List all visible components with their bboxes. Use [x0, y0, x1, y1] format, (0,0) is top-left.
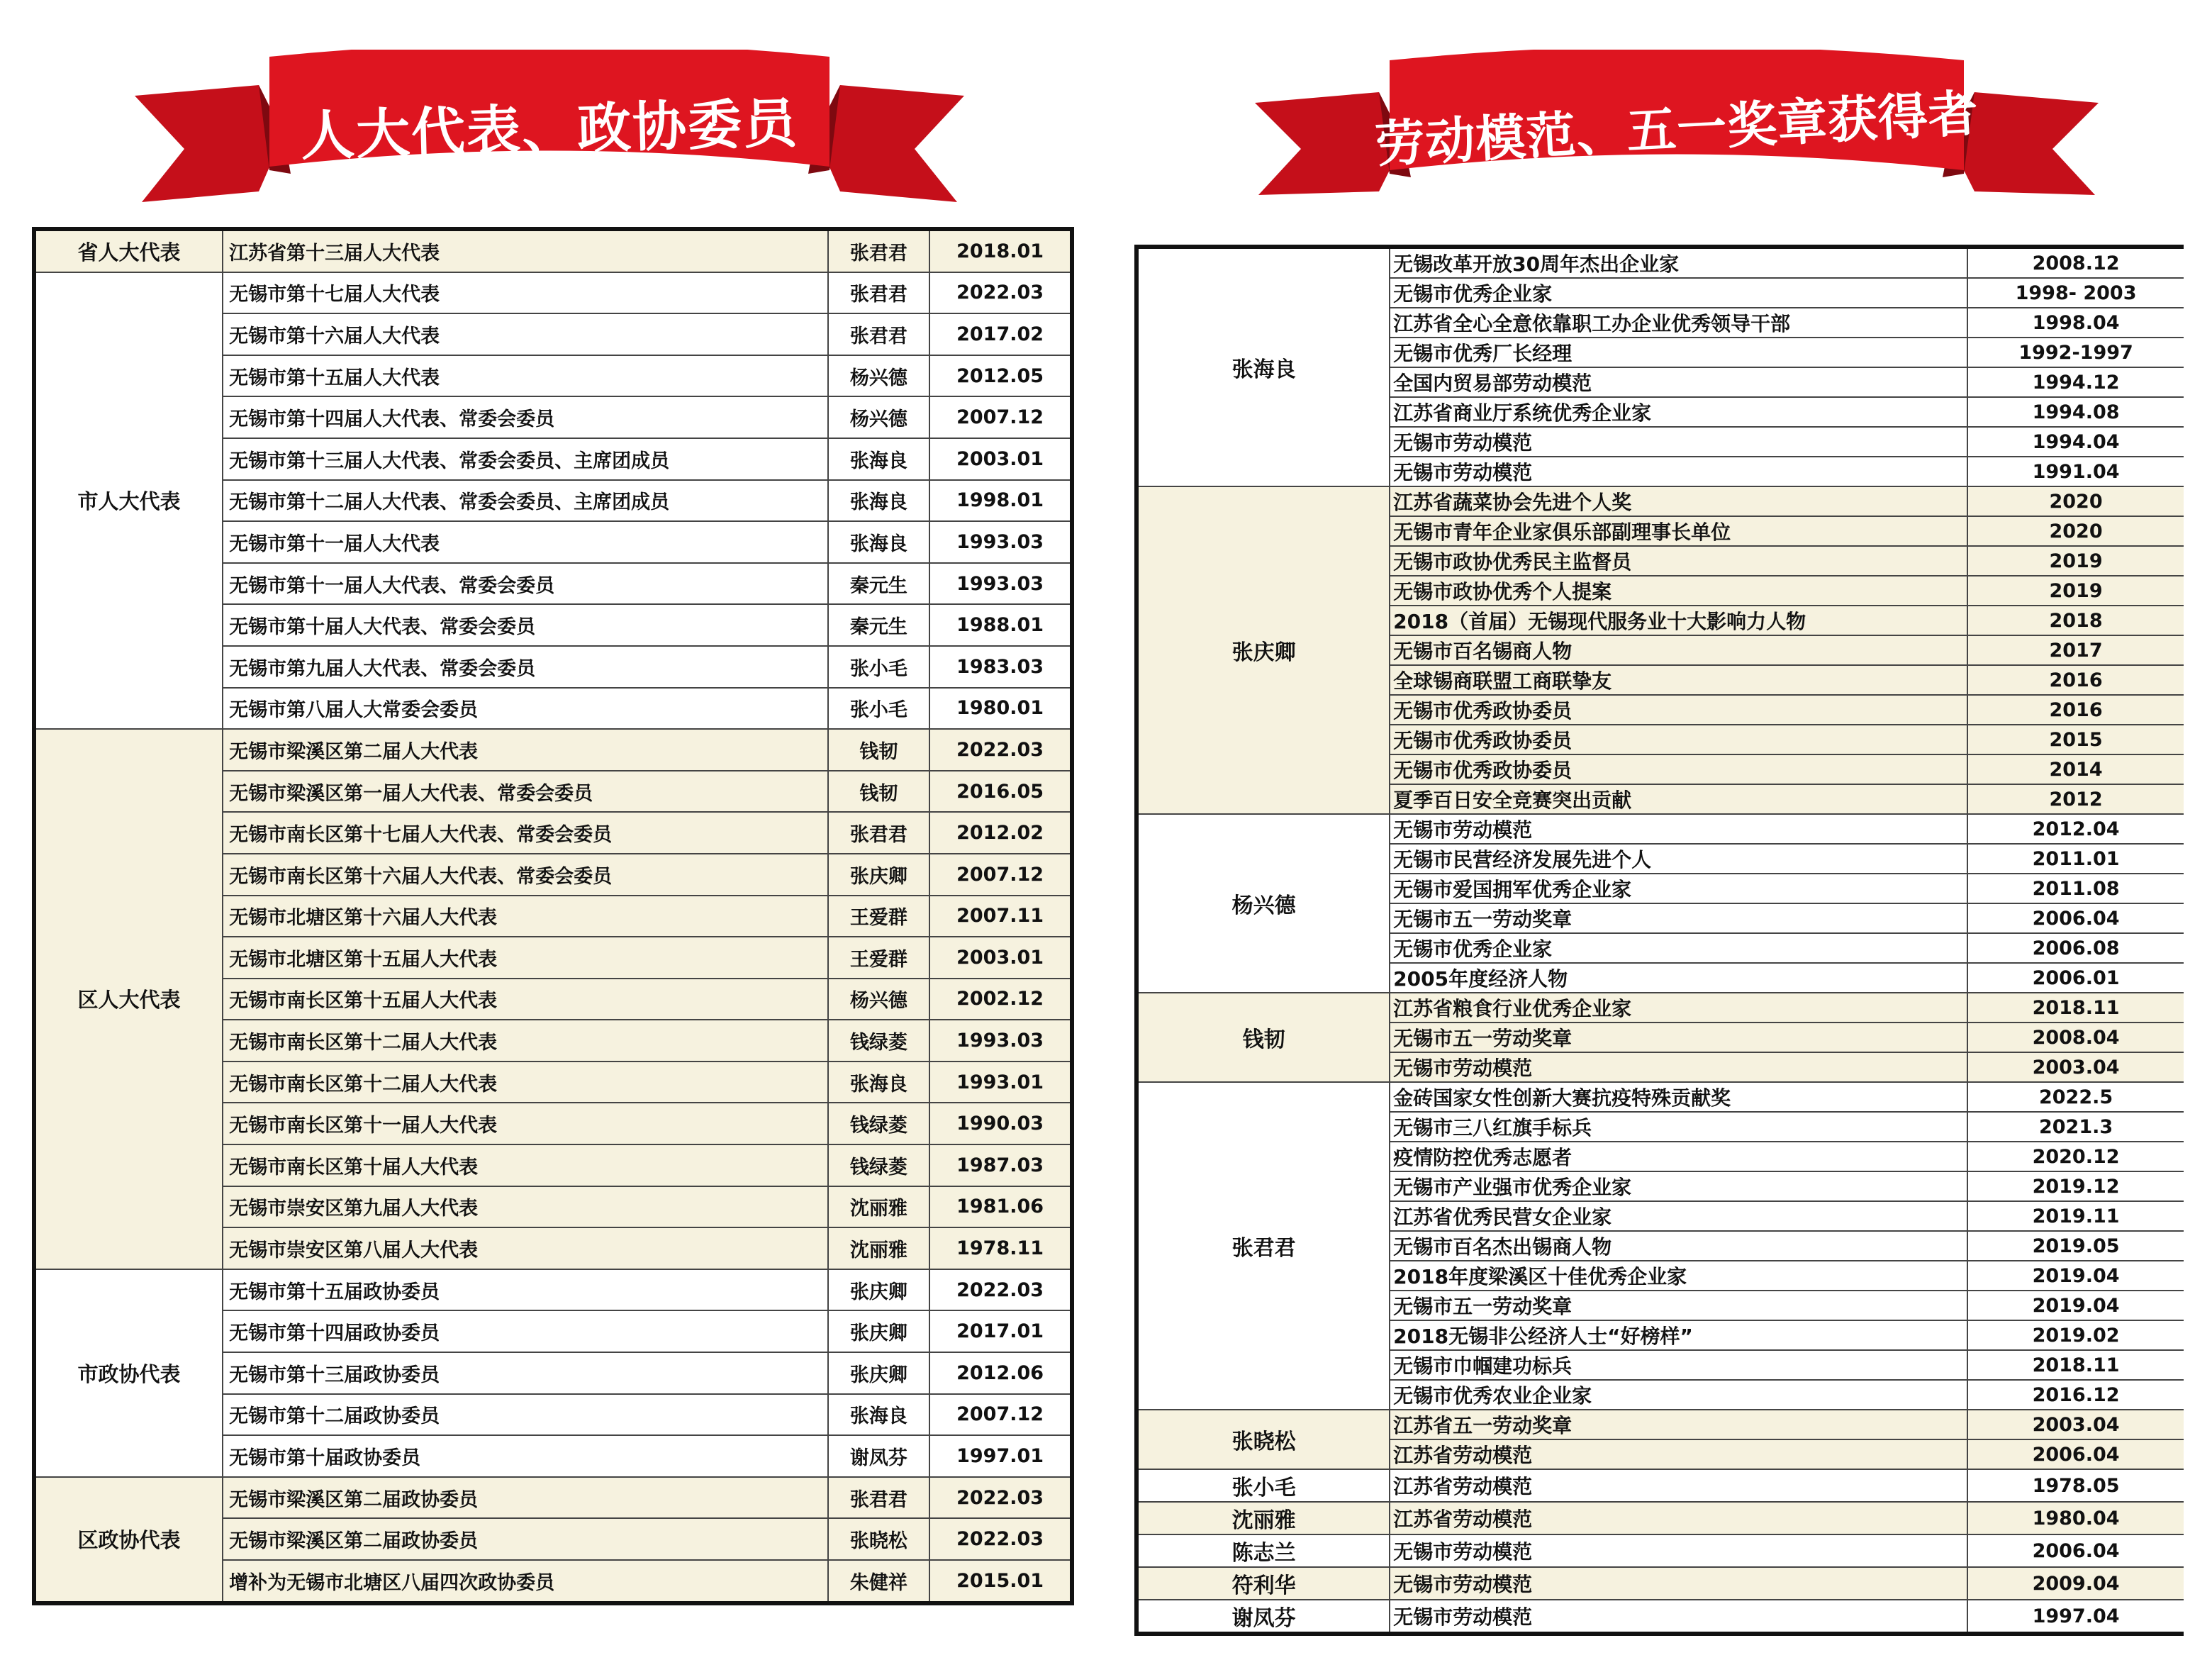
person-name-cell: 朱健祥 [828, 1560, 930, 1603]
award-title-cell: 无锡市优秀企业家 [1390, 278, 1967, 308]
awardee-name-cell: 张海良 [1136, 247, 1390, 486]
award-title-cell: 无锡市五一劳动奖章 [1390, 903, 1967, 933]
table-row [1136, 1082, 2184, 1112]
table-row [1136, 1534, 2184, 1567]
position-title-cell: 增补为无锡市北塘区八届四次政协委员 [223, 1560, 827, 1603]
banner-right [1241, 50, 2113, 206]
date-cell: 1994.04 [1967, 427, 2184, 457]
date-cell: 2022.03 [929, 1518, 1072, 1560]
date-cell: 2022.03 [929, 729, 1072, 771]
person-name-cell: 张庆卿 [828, 854, 930, 896]
position-title-cell: 无锡市第九届人大代表、常委会委员 [223, 646, 827, 688]
award-title-cell: 无锡市产业强市优秀企业家 [1390, 1171, 1967, 1201]
person-name-cell: 张海良 [828, 438, 930, 480]
date-cell: 2015.01 [929, 1560, 1072, 1603]
person-name-cell: 王爱群 [828, 896, 930, 937]
date-cell: 1998.01 [929, 480, 1072, 522]
date-cell: 2016 [1967, 665, 2184, 695]
date-cell: 2016.05 [929, 771, 1072, 813]
date-cell: 2019.11 [1967, 1201, 2184, 1231]
award-title-cell: 无锡市三八红旗手标兵 [1390, 1112, 1967, 1142]
date-cell: 2011.08 [1967, 874, 2184, 903]
date-cell: 2012.02 [929, 812, 1072, 854]
person-name-cell: 谢凤芬 [828, 1435, 930, 1477]
table-row [34, 1269, 1072, 1311]
date-cell: 1993.01 [929, 1062, 1072, 1103]
person-name-cell: 沈丽雅 [828, 1186, 930, 1228]
person-name-cell: 张君君 [828, 313, 930, 355]
award-title-cell: 江苏省商业厅系统优秀企业家 [1390, 397, 1967, 427]
date-cell: 2020.12 [1967, 1142, 2184, 1171]
position-title-cell: 无锡市梁溪区第一届人大代表、常委会委员 [223, 771, 827, 813]
table-row [34, 229, 1072, 272]
date-cell: 1993.03 [929, 1020, 1072, 1062]
position-title-cell: 江苏省第十三届人大代表 [223, 229, 827, 272]
table-row [34, 1477, 1072, 1519]
date-cell: 2015 [1967, 725, 2184, 754]
person-name-cell: 钱绿菱 [828, 1103, 930, 1144]
position-title-cell: 无锡市第十一届人大代表、常委会委员 [223, 563, 827, 605]
person-name-cell: 张海良 [828, 480, 930, 522]
date-cell: 1992-1997 [1967, 338, 2184, 367]
person-name-cell: 张晓松 [828, 1518, 930, 1560]
date-cell: 2017 [1967, 635, 2184, 665]
person-name-cell: 秦元生 [828, 563, 930, 605]
banner-left [121, 50, 978, 206]
date-cell: 2016 [1967, 695, 2184, 725]
category-cell: 区政协代表 [34, 1477, 223, 1603]
awardee-name-cell: 谢凤芬 [1136, 1600, 1390, 1634]
position-title-cell: 无锡市南长区第十六届人大代表、常委会委员 [223, 854, 827, 896]
award-title-cell: 无锡市五一劳动奖章 [1390, 1291, 1967, 1320]
category-cell: 区人大代表 [34, 729, 223, 1269]
date-cell: 2007.11 [929, 896, 1072, 937]
award-title-cell: 无锡市五一劳动奖章 [1390, 1023, 1967, 1052]
position-title-cell: 无锡市北塘区第十六届人大代表 [223, 896, 827, 937]
date-cell: 2003.04 [1967, 1052, 2184, 1082]
date-cell: 2017.01 [929, 1310, 1072, 1352]
category-cell: 市人大代表 [34, 272, 223, 730]
award-title-cell: 夏季百日安全竞赛突出贡献 [1390, 784, 1967, 814]
person-name-cell: 张君君 [828, 1477, 930, 1519]
awardee-name-cell: 沈丽雅 [1136, 1502, 1390, 1534]
date-cell: 2006.04 [1967, 903, 2184, 933]
person-name-cell: 张庆卿 [828, 1269, 930, 1311]
award-title-cell: 无锡市民营经济发展先进个人 [1390, 844, 1967, 874]
award-title-cell: 无锡市青年企业家俱乐部副理事长单位 [1390, 516, 1967, 546]
date-cell: 2018.01 [929, 229, 1072, 272]
award-title-cell: 无锡市优秀企业家 [1390, 933, 1967, 963]
position-title-cell: 无锡市南长区第十二届人大代表 [223, 1062, 827, 1103]
date-cell: 2018.11 [1967, 993, 2184, 1023]
table-row [1136, 814, 2184, 844]
award-title-cell: 无锡市劳动模范 [1390, 1534, 1967, 1567]
table-row [1136, 1469, 2184, 1502]
award-title-cell: 无锡市优秀政协委员 [1390, 754, 1967, 784]
table-row [1136, 993, 2184, 1023]
table-row [1136, 1567, 2184, 1600]
table-row [1136, 1600, 2184, 1634]
awards-table [1134, 245, 2184, 1636]
award-title-cell: 全国内贸易部劳动模范 [1390, 367, 1967, 397]
awardee-name-cell: 张君君 [1136, 1082, 1390, 1410]
date-cell: 1987.03 [929, 1144, 1072, 1186]
date-cell: 2006.04 [1967, 1534, 2184, 1567]
award-title-cell: 2018无锡非公经济人士“好榜样” [1390, 1320, 1967, 1350]
person-name-cell: 钱韧 [828, 729, 930, 771]
position-title-cell: 无锡市崇安区第九届人大代表 [223, 1186, 827, 1228]
award-title-cell: 江苏省五一劳动奖章 [1390, 1410, 1967, 1439]
date-cell: 2009.04 [1967, 1567, 2184, 1600]
person-name-cell: 杨兴德 [828, 396, 930, 438]
position-title-cell: 无锡市第十一届人大代表 [223, 521, 827, 563]
date-cell: 2021.3 [1967, 1112, 2184, 1142]
position-title-cell: 无锡市南长区第十二届人大代表 [223, 1020, 827, 1062]
date-cell: 1997.04 [1967, 1600, 2184, 1634]
date-cell: 2016.12 [1967, 1380, 2184, 1410]
awardee-name-cell: 张晓松 [1136, 1410, 1390, 1469]
awardee-name-cell: 符利华 [1136, 1567, 1390, 1600]
date-cell: 1978.11 [929, 1227, 1072, 1269]
date-cell: 2019 [1967, 576, 2184, 606]
date-cell: 2022.03 [929, 1269, 1072, 1311]
date-cell: 2003.01 [929, 937, 1072, 979]
award-title-cell: 无锡市百名锡商人物 [1390, 635, 1967, 665]
award-title-cell: 无锡市劳动模范 [1390, 427, 1967, 457]
person-name-cell: 沈丽雅 [828, 1227, 930, 1269]
position-title-cell: 无锡市第十五届政协委员 [223, 1269, 827, 1311]
date-cell: 2011.01 [1967, 844, 2184, 874]
date-cell: 2019.12 [1967, 1171, 2184, 1201]
position-title-cell: 无锡市南长区第十一届人大代表 [223, 1103, 827, 1144]
date-cell: 1994.08 [1967, 397, 2184, 427]
award-title-cell: 无锡市劳动模范 [1390, 1052, 1967, 1082]
date-cell: 2022.5 [1967, 1082, 2184, 1112]
date-cell: 2003.04 [1967, 1410, 2184, 1439]
award-title-cell: 无锡市劳动模范 [1390, 1567, 1967, 1600]
person-name-cell: 张君君 [828, 229, 930, 272]
position-title-cell: 无锡市南长区第十七届人大代表、常委会委员 [223, 812, 827, 854]
date-cell: 2020 [1967, 486, 2184, 516]
award-title-cell: 无锡市百名杰出锡商人物 [1390, 1231, 1967, 1261]
position-title-cell: 无锡市梁溪区第二届政协委员 [223, 1477, 827, 1519]
award-title-cell: 无锡改革开放30周年杰出企业家 [1390, 247, 1967, 278]
date-cell: 1993.03 [929, 563, 1072, 605]
person-name-cell: 钱绿菱 [828, 1020, 930, 1062]
person-name-cell: 张庆卿 [828, 1310, 930, 1352]
date-cell: 2017.02 [929, 313, 1072, 355]
award-title-cell: 无锡市巾帼建功标兵 [1390, 1350, 1967, 1380]
awardee-name-cell: 钱韧 [1136, 993, 1390, 1082]
date-cell: 2002.12 [929, 979, 1072, 1020]
award-title-cell: 无锡市劳动模范 [1390, 1600, 1967, 1634]
award-title-cell: 江苏省劳动模范 [1390, 1439, 1967, 1469]
table-row [34, 272, 1072, 314]
date-cell: 1997.01 [929, 1435, 1072, 1477]
date-cell: 2007.12 [929, 1394, 1072, 1436]
date-cell: 2014 [1967, 754, 2184, 784]
position-title-cell: 无锡市第十二届人大代表、常委会委员、主席团成员 [223, 480, 827, 522]
date-cell: 2019.05 [1967, 1231, 2184, 1261]
date-cell: 2006.01 [1967, 963, 2184, 993]
date-cell: 1988.01 [929, 604, 1072, 646]
position-title-cell: 无锡市第十三届人大代表、常委会委员、主席团成员 [223, 438, 827, 480]
award-title-cell: 无锡市劳动模范 [1390, 457, 1967, 486]
award-title-cell: 无锡市优秀政协委员 [1390, 695, 1967, 725]
position-title-cell: 无锡市第十四届人大代表、常委会委员 [223, 396, 827, 438]
award-title-cell: 无锡市优秀政协委员 [1390, 725, 1967, 754]
award-title-cell: 江苏省优秀民营女企业家 [1390, 1201, 1967, 1231]
table-row [1136, 247, 2184, 278]
person-name-cell: 张庆卿 [828, 1352, 930, 1394]
banner-right-title: 劳动模范、五一奖章获得者 [1373, 84, 1980, 174]
person-name-cell: 张海良 [828, 1062, 930, 1103]
date-cell: 1990.03 [929, 1103, 1072, 1144]
awardee-name-cell: 陈志兰 [1136, 1534, 1390, 1567]
award-title-cell: 2018年度梁溪区十佳优秀企业家 [1390, 1261, 1967, 1291]
award-title-cell: 无锡市劳动模范 [1390, 814, 1967, 844]
date-cell: 1993.03 [929, 521, 1072, 563]
position-title-cell: 无锡市第十七届人大代表 [223, 272, 827, 314]
date-cell: 2019 [1967, 546, 2184, 576]
position-title-cell: 无锡市第十六届人大代表 [223, 313, 827, 355]
date-cell: 2019.04 [1967, 1261, 2184, 1291]
award-title-cell: 无锡市政协优秀个人提案 [1390, 576, 1967, 606]
date-cell: 2012 [1967, 784, 2184, 814]
person-name-cell: 钱韧 [828, 771, 930, 813]
date-cell: 2006.08 [1967, 933, 2184, 963]
award-title-cell: 全球锡商联盟工商联挚友 [1390, 665, 1967, 695]
date-cell: 2018.11 [1967, 1350, 2184, 1380]
awardee-name-cell: 张小毛 [1136, 1469, 1390, 1502]
category-cell: 省人大代表 [34, 229, 223, 272]
table-row [1136, 486, 2184, 516]
person-name-cell: 杨兴德 [828, 355, 930, 397]
table-row [1136, 1502, 2184, 1534]
awardee-name-cell: 杨兴德 [1136, 814, 1390, 993]
person-name-cell: 王爱群 [828, 937, 930, 979]
position-title-cell: 无锡市梁溪区第二届人大代表 [223, 729, 827, 771]
date-cell: 2022.03 [929, 1477, 1072, 1519]
award-title-cell: 无锡市爱国拥军优秀企业家 [1390, 874, 1967, 903]
award-title-cell: 2018（首届）无锡现代服务业十大影响力人物 [1390, 606, 1967, 635]
person-name-cell: 张小毛 [828, 646, 930, 688]
date-cell: 1991.04 [1967, 457, 2184, 486]
position-title-cell: 无锡市第十五届人大代表 [223, 355, 827, 397]
position-title-cell: 无锡市南长区第十五届人大代表 [223, 979, 827, 1020]
date-cell: 1980.01 [929, 688, 1072, 730]
date-cell: 2008.04 [1967, 1023, 2184, 1052]
award-title-cell: 江苏省粮食行业优秀企业家 [1390, 993, 1967, 1023]
position-title-cell: 无锡市第十届人大代表、常委会委员 [223, 604, 827, 646]
person-name-cell: 张君君 [828, 812, 930, 854]
person-name-cell: 张小毛 [828, 688, 930, 730]
person-name-cell: 钱绿菱 [828, 1144, 930, 1186]
table-row [1136, 1410, 2184, 1439]
person-name-cell: 秦元生 [828, 604, 930, 646]
position-title-cell: 无锡市第十四届政协委员 [223, 1310, 827, 1352]
date-cell: 1978.05 [1967, 1469, 2184, 1502]
date-cell: 2012.05 [929, 355, 1072, 397]
date-cell: 1980.04 [1967, 1502, 2184, 1534]
representatives-table [32, 227, 1074, 1605]
award-title-cell: 疫情防控优秀志愿者 [1390, 1142, 1967, 1171]
position-title-cell: 无锡市第十届政协委员 [223, 1435, 827, 1477]
date-cell: 2007.12 [929, 854, 1072, 896]
person-name-cell: 张海良 [828, 1394, 930, 1436]
award-title-cell: 无锡市优秀厂长经理 [1390, 338, 1967, 367]
person-name-cell: 杨兴德 [828, 979, 930, 1020]
date-cell: 2019.04 [1967, 1291, 2184, 1320]
table-row [34, 729, 1072, 771]
position-title-cell: 无锡市崇安区第八届人大代表 [223, 1227, 827, 1269]
award-title-cell: 江苏省蔬菜协会先进个人奖 [1390, 486, 1967, 516]
date-cell: 2019.02 [1967, 1320, 2184, 1350]
position-title-cell: 无锡市第十二届政协委员 [223, 1394, 827, 1436]
banner-left-title: 人大代表、政协委员 [300, 91, 800, 168]
award-title-cell: 江苏省全心全意依靠职工办企业优秀领导干部 [1390, 308, 1967, 338]
date-cell: 2008.12 [1967, 247, 2184, 278]
date-cell: 2018 [1967, 606, 2184, 635]
awardee-name-cell: 张庆卿 [1136, 486, 1390, 814]
position-title-cell: 无锡市南长区第十届人大代表 [223, 1144, 827, 1186]
date-cell: 2020 [1967, 516, 2184, 546]
award-title-cell: 无锡市政协优秀民主监督员 [1390, 546, 1967, 576]
award-title-cell: 无锡市优秀农业企业家 [1390, 1380, 1967, 1410]
date-cell: 1998.04 [1967, 308, 2184, 338]
date-cell: 1983.03 [929, 646, 1072, 688]
award-title-cell: 2005年度经济人物 [1390, 963, 1967, 993]
award-title-cell: 金砖国家女性创新大赛抗疫特殊贡献奖 [1390, 1082, 1967, 1112]
date-cell: 1994.12 [1967, 367, 2184, 397]
position-title-cell: 无锡市第十三届政协委员 [223, 1352, 827, 1394]
date-cell: 2012.06 [929, 1352, 1072, 1394]
date-cell: 2003.01 [929, 438, 1072, 480]
person-name-cell: 张海良 [828, 521, 930, 563]
date-cell: 2012.04 [1967, 814, 2184, 844]
date-cell: 1998- 2003 [1967, 278, 2184, 308]
category-cell: 市政协代表 [34, 1269, 223, 1477]
position-title-cell: 无锡市北塘区第十五届人大代表 [223, 937, 827, 979]
date-cell: 2007.12 [929, 396, 1072, 438]
position-title-cell: 无锡市梁溪区第二届政协委员 [223, 1518, 827, 1560]
date-cell: 2006.04 [1967, 1439, 2184, 1469]
award-title-cell: 江苏省劳动模范 [1390, 1502, 1967, 1534]
person-name-cell: 张君君 [828, 272, 930, 314]
date-cell: 2022.03 [929, 272, 1072, 314]
position-title-cell: 无锡市第八届人大常委会委员 [223, 688, 827, 730]
date-cell: 1981.06 [929, 1186, 1072, 1228]
award-title-cell: 江苏省劳动模范 [1390, 1469, 1967, 1502]
